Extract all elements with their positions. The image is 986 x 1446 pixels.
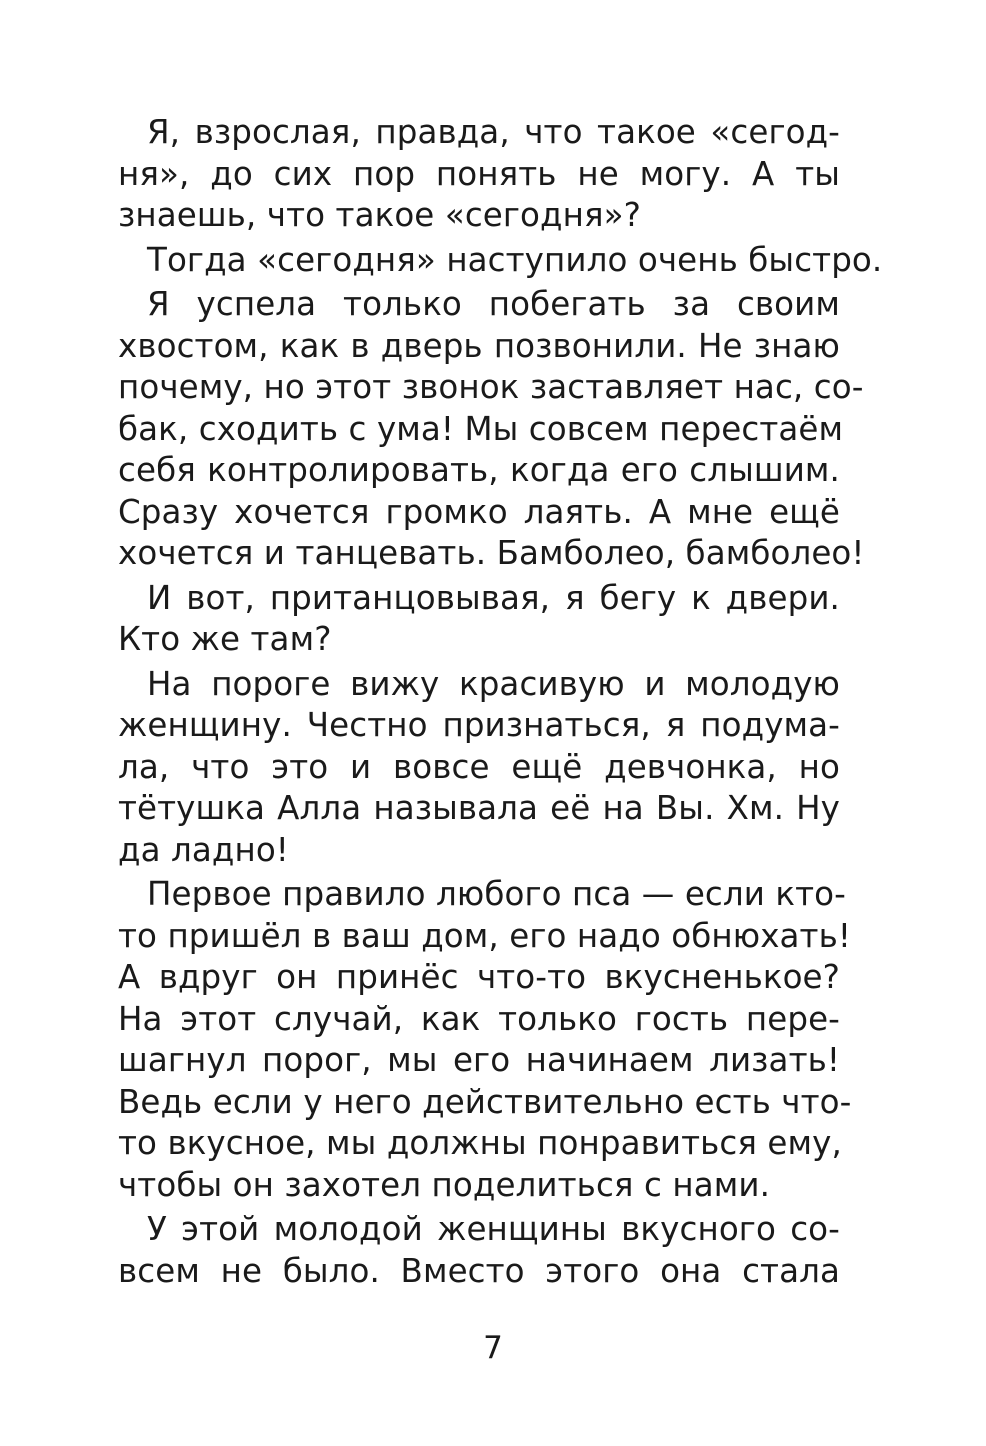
- text-line: ня», до сих пор понять не могу. А ты: [118, 154, 840, 193]
- text-line: чтобы он захотел поделиться с нами.: [118, 1165, 771, 1204]
- text-line: Первое правило любого пса — если кто-: [147, 875, 846, 913]
- text-line: тётушка Алла называла её на Вы. Хм. Ну: [118, 789, 840, 827]
- text-line: почему, но этот звонок заставляет нас, со-: [118, 368, 864, 406]
- text-line: Я, взрослая, правда, что такое «сегод-: [147, 113, 840, 151]
- text-line: то пришёл в ваш дом, его надо обнюхать!: [118, 916, 851, 955]
- text-line: то вкусное, мы должны понравиться ему,: [118, 1124, 842, 1162]
- text-line: Я успела только побегать за своим: [147, 285, 840, 323]
- text-line: На пороге вижу красивую и молодую: [147, 664, 840, 703]
- page-body-text: [118, 112, 883, 1292]
- text-line: У этой молодой женщины вкусного со-: [147, 1210, 840, 1248]
- text-line: да ладно!: [118, 830, 289, 869]
- page-number: 7: [483, 1330, 503, 1366]
- text-line: А вдруг он принёс что-то вкусненькое?: [118, 958, 840, 996]
- text-line: Сразу хочется громко лаять. А мне ещё: [118, 492, 840, 531]
- text-line: шагнул порог, мы его начинаем лизать!: [118, 1041, 840, 1079]
- text-line: женщину. Честно признаться, я подума-: [118, 706, 840, 744]
- text-line: Ведь если у него действительно есть что-: [118, 1082, 852, 1121]
- text-line: ла, что это и вовсе ещё девчонка, но: [118, 747, 840, 786]
- text-line: себя контролировать, когда его слышим.: [118, 451, 840, 489]
- text-line: На этот случай, как только гость пере-: [118, 999, 840, 1038]
- text-line: И вот, пританцовывая, я бегу к двери.: [147, 578, 840, 617]
- text-line: всем не было. Вместо этого она стала: [118, 1251, 840, 1290]
- text-line: хочется и танцевать. Бамболео, бамболео!: [118, 534, 865, 572]
- text-line: Кто же там?: [118, 620, 332, 658]
- text-line: знаешь, что такое «сегодня»?: [118, 196, 641, 234]
- text-line: бак, сходить с ума! Мы совсем перестаём: [118, 409, 844, 448]
- text-line: хвостом, как в дверь позвонили. Не знаю: [118, 326, 840, 365]
- text-line: Тогда «сегодня» наступило очень быстро.: [147, 240, 883, 279]
